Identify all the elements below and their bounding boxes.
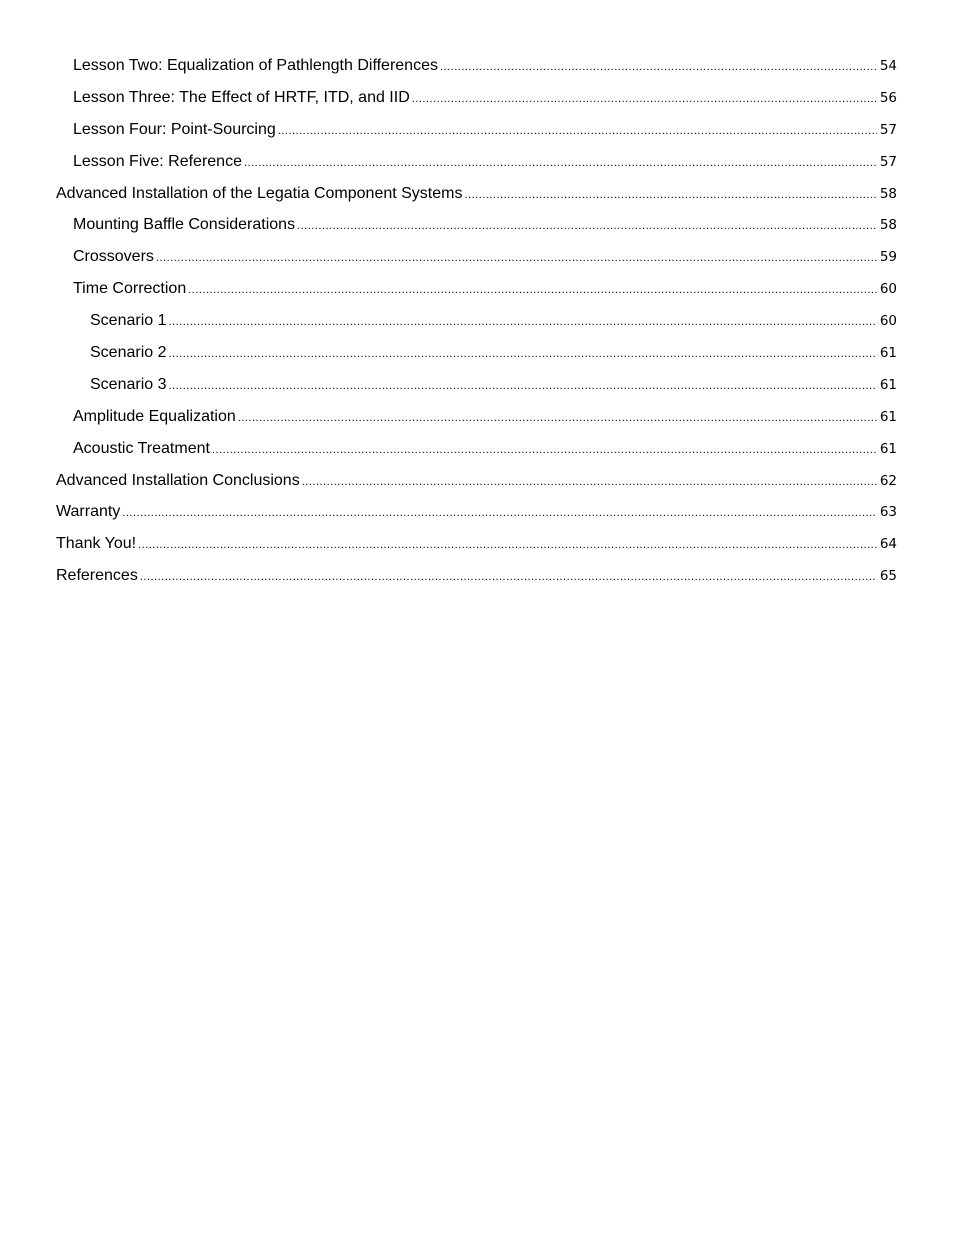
toc-entry-lesson-five[interactable] [56, 146, 897, 178]
toc-entry-scenario-2[interactable] [56, 337, 897, 369]
toc-entry-lesson-four[interactable] [56, 114, 897, 146]
dot-leader [122, 498, 877, 530]
toc-entry-page: 64 [879, 536, 897, 553]
dot-leader [238, 403, 877, 435]
dot-leader [244, 148, 877, 180]
toc-entry-title: Warranty [56, 503, 121, 521]
dot-leader [464, 180, 877, 212]
toc-entry-page: 58 [879, 185, 897, 202]
toc-entry-mounting-baffle[interactable] [56, 209, 897, 241]
dot-leader [140, 562, 877, 594]
dot-leader [169, 371, 878, 403]
toc-entry-acoustic-treatment[interactable] [56, 433, 897, 465]
toc-entry-title: Lesson Two: Equalization of Pathlength Differences [73, 57, 438, 74]
dot-leader [188, 275, 877, 307]
dot-leader [169, 339, 878, 371]
toc-entry-title: Crossovers [73, 248, 154, 266]
toc-entry-title: Scenario 3 [90, 375, 167, 393]
toc-entry-title: Thank You! [56, 535, 137, 553]
toc-entry-scenario-3[interactable] [56, 369, 897, 401]
toc-entry-lesson-three[interactable] [56, 82, 897, 114]
dot-leader [440, 52, 877, 84]
table-of-contents [56, 50, 897, 592]
dot-leader [278, 116, 877, 148]
dot-leader [297, 211, 877, 243]
toc-entry-page: 59 [879, 249, 897, 266]
toc-entry-title: Scenario 2 [90, 344, 167, 362]
toc-entry-thank-you[interactable] [56, 528, 897, 560]
toc-entry-page: 61 [879, 345, 897, 362]
toc-entry-title: Amplitude Equalization [73, 407, 236, 425]
dot-leader [138, 530, 877, 562]
toc-entry-page: 57 [879, 121, 897, 138]
toc-entry-title: Scenario 1 [90, 312, 167, 330]
toc-entry-page: 61 [879, 376, 897, 393]
toc-entry-scenario-1[interactable] [56, 305, 897, 337]
toc-entry-title: References [56, 567, 138, 585]
toc-entry-page: 62 [879, 472, 897, 489]
toc-entry-references[interactable] [56, 560, 897, 592]
toc-entry-page: 61 [879, 440, 897, 457]
toc-entry-page: 56 [879, 89, 897, 106]
toc-entry-title: Advanced Installation of the Legatia Component Systems [56, 184, 463, 202]
toc-entry-title: Lesson Three: The Effect of HRTF, ITD, and IID [73, 88, 410, 106]
toc-entry-title: Acoustic Treatment [73, 439, 210, 457]
dot-leader [212, 435, 877, 467]
toc-entry-title: Time Correction [73, 280, 187, 298]
toc-entry-lesson-two[interactable] [56, 50, 897, 82]
toc-entry-page: 57 [879, 153, 897, 170]
toc-entry-title: Lesson Five: Reference [73, 152, 242, 170]
dot-leader [169, 307, 878, 339]
toc-entry-page: 61 [879, 408, 897, 425]
toc-entry-title: Lesson Four: Point-Sourcing [73, 120, 276, 138]
toc-entry-page: 54 [879, 58, 897, 74]
toc-entry-page: 65 [879, 568, 897, 585]
toc-entry-amplitude-equalization[interactable] [56, 401, 897, 433]
toc-entry-crossovers[interactable] [56, 241, 897, 273]
toc-entry-advanced-installation-conclusions[interactable] [56, 465, 897, 497]
toc-entry-title: Mounting Baffle Considerations [73, 216, 296, 234]
dot-leader [412, 84, 877, 116]
toc-entry-page: 60 [879, 313, 897, 330]
toc-entry-title: Advanced Installation Conclusions [56, 471, 300, 489]
toc-entry-page: 58 [879, 217, 897, 234]
toc-entry-page: 60 [879, 281, 897, 298]
toc-entry-time-correction[interactable] [56, 273, 897, 305]
dot-leader [302, 467, 877, 499]
toc-entry-warranty[interactable] [56, 496, 897, 528]
toc-entry-advanced-installation[interactable] [56, 178, 897, 210]
toc-entry-page: 63 [879, 504, 897, 521]
dot-leader [156, 243, 877, 275]
